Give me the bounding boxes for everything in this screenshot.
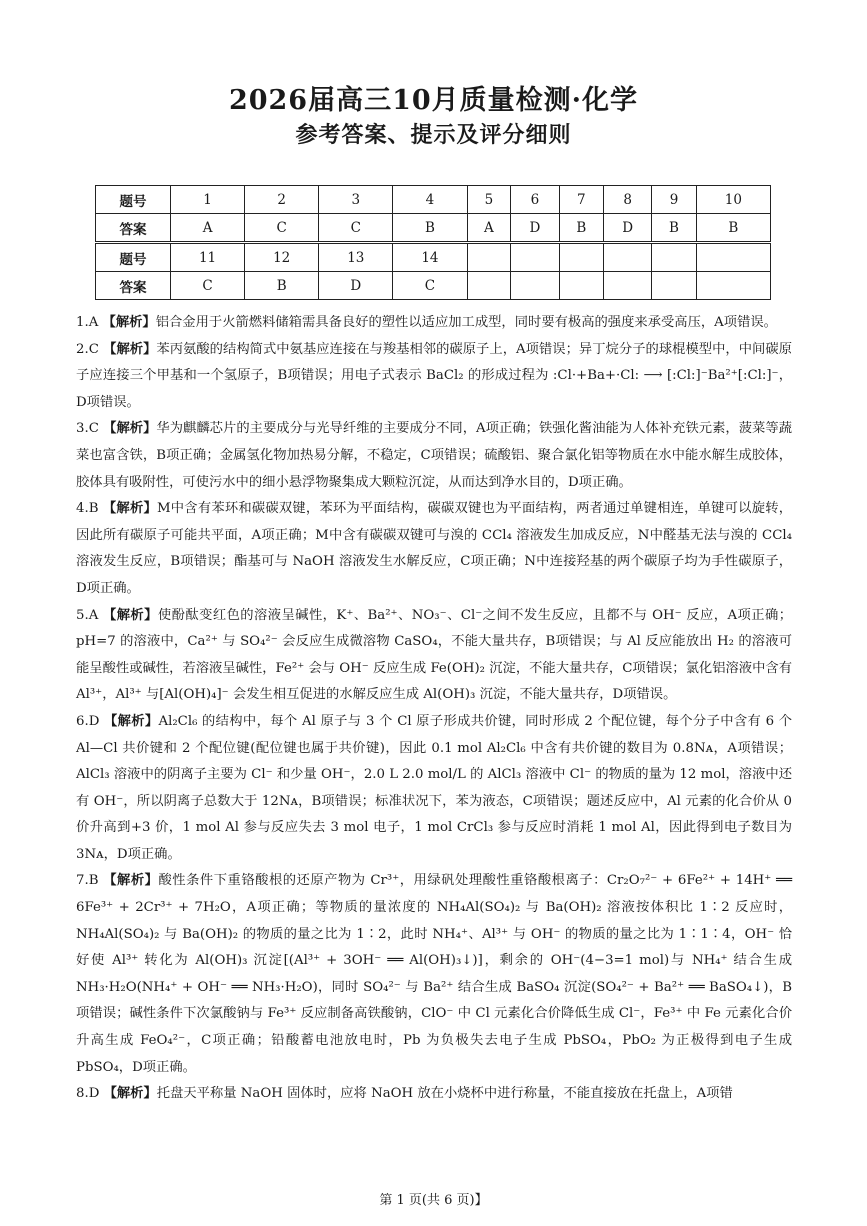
answer-cell: [559, 272, 604, 300]
page-title: 2026届高三10月质量检测·化学: [228, 85, 639, 116]
item-number: 6.: [76, 713, 89, 729]
question-number-cell: [604, 243, 652, 272]
item-text: M中含有苯环和碳碳双键，苯环为平面结构，碳碳双键也为平面结构，两者通过单键相连，单键可以旋转，因此所有碳原子可能共平面，A项正确；M中含有碳碳双键可与溴的 CCl₄ 溶液发生加成反应，N中醛基无法与溴的 CCl₄ 溶液发生反应，B项错误；酯基可与 NaOH 溶液发生水解反应，C项正确；N中连接羟基的两个碳原子均为手性碳原子，D项正确。: [76, 501, 793, 596]
item-answer: B: [88, 873, 99, 889]
answer-table-row: [96, 272, 771, 300]
question-number-cell: [467, 243, 511, 272]
item-number: 3.: [76, 421, 89, 437]
item-answer: C: [88, 421, 99, 437]
answer-cell: A: [171, 214, 245, 243]
answer-cell: C: [319, 214, 393, 243]
answer-cell: [652, 272, 697, 300]
item-text: 苯丙氨酸的结构简式中氨基应连接在与羧基相邻的碳原子上，A项错误；异丁烷分子的球棍模型中，中间碳原子应连接三个甲基和一个氢原子，B项错误；用电子式表示 BaCl₂ 的形成过程为 :Cl·+Ba+·Cl: ⟶ [:Cl:]⁻Ba²⁺[:Cl:]⁻，D项错误。: [76, 341, 792, 410]
explanations: [76, 310, 792, 1108]
item-answer: A: [88, 315, 99, 330]
row-label-number: 题号: [96, 186, 171, 214]
question-number-cell: 8: [604, 186, 652, 214]
answer-table: [95, 185, 771, 300]
answer-cell: A: [467, 214, 511, 243]
item-text: 使酚酞变红色的溶液呈碱性，K⁺、Ba²⁺、NO₃⁻、Cl⁻之间不发生反应，且都不与 OH⁻ 反应，A项正确；pH=7 的溶液中，Ca²⁺ 与 SO₄²⁻ 会反应生成微溶物 CaSO₄，不能大量共存，B项错误；与 Al 反应能放出 H₂ 的溶液可能呈酸性或碱性，若溶液呈碱性，Fe²⁺ 会与 OH⁻ 反应生成 Fe(OH)₂ 沉淀，不能大量共存，C项错误；氯化铝溶液中含有 Al³⁺，Al³⁺ 与[Al(OH)₄]⁻ 会发生相互促进的水解反应生成 Al(OH)₃ 沉淀，不能大量共存，D项错误。: [76, 607, 793, 703]
question-number-cell: 6: [511, 186, 559, 214]
answer-cell: C: [393, 272, 467, 300]
item-text: 华为麒麟芯片的主要成分与光导纤维的主要成分不同，A项正确；铁强化酱油能为人体补充铁元素，菠菜等蔬菜也富含铁，B项正确；金属氢化物加热易分解，不稳定，C项错误；硫酸铝、聚合氯化铝等物质在水中能水解生成胶体，胶体具有吸附性，可使污水中的细小悬浮物聚集成大颗粒沉淀，从而达到净水目的，D项正确。: [76, 421, 792, 490]
answer-table-row: [96, 214, 771, 243]
item-analysis-tag: 【解析】: [103, 1086, 157, 1102]
answer-cell: [604, 272, 652, 300]
item-text: Al₂Cl₆ 的结构中，每个 Al 原子与 3 个 Cl 原子形成共价键，同时形成 2 个配位键，每个分子中含有 6 个 Al—Cl 共价键和 2 个配位键(配位键也属于共价键)，因此 0.1 mol Al₂Cl₆ 中含有共价键的数目为 0.8Nᴀ，A项错误；AlCl₃ 溶液中的阴离子主要为 Cl⁻ 和少量 OH⁻，2.0 L 2.0 mol/L 的 AlCl₃ 溶液中 Cl⁻ 的物质的量为 12 mol，溶液中还有 OH⁻，所以阴离子总数大于 12Nᴀ，B项错误；标准状况下，苯为液态，C项错误；题述反应中，Al 元素的化合价从 0 价升高到+3 价，1 mol Al 参与反应失去 3 mol 电子，1 mol CrCl₃ 参与反应时消耗 1 mol Al，因此得到电子数目为 3Nᴀ，D项正确。: [76, 713, 792, 862]
question-number-cell: 2: [245, 186, 319, 214]
item-number: 7.: [76, 873, 89, 889]
answer-cell: D: [511, 214, 559, 243]
question-number-cell: [511, 243, 559, 272]
question-number-cell: 10: [696, 186, 770, 214]
item-number: 4.: [76, 501, 89, 517]
answer-cell: [696, 272, 770, 300]
question-number-cell: [652, 243, 697, 272]
explanation-item: [76, 1081, 792, 1108]
item-analysis-tag: 【解析】: [103, 873, 159, 889]
item-number: 8.: [76, 1086, 89, 1102]
question-number-cell: 1: [171, 186, 245, 214]
answer-table-row: [96, 243, 771, 272]
explanation-item: [76, 868, 792, 1081]
answer-cell: B: [559, 214, 604, 243]
row-label-answer: 答案: [96, 272, 171, 300]
answer-cell: D: [319, 272, 393, 300]
item-analysis-tag: 【解析】: [102, 607, 158, 623]
question-number-cell: 14: [393, 243, 467, 272]
item-analysis-tag: 【解析】: [103, 341, 157, 357]
item-number: 2.: [76, 341, 89, 357]
item-answer: C: [88, 341, 99, 357]
answer-cell: B: [652, 214, 697, 243]
answer-cell: B: [393, 214, 467, 243]
question-number-cell: 11: [171, 243, 245, 272]
row-label-answer: 答案: [96, 214, 171, 243]
item-analysis-tag: 【解析】: [103, 421, 157, 437]
item-answer: D: [88, 713, 100, 729]
question-number-cell: 12: [245, 243, 319, 272]
question-number-cell: 13: [319, 243, 393, 272]
answer-cell: [511, 272, 559, 300]
question-number-cell: 5: [467, 186, 511, 214]
item-analysis-tag: 【解析】: [103, 713, 159, 729]
row-label-number: 题号: [96, 243, 171, 272]
question-number-cell: [559, 243, 604, 272]
item-answer: B: [88, 501, 99, 517]
answer-table-row: [96, 186, 771, 214]
question-number-cell: 3: [319, 186, 393, 214]
explanation-item: [76, 337, 792, 417]
item-analysis-tag: 【解析】: [102, 315, 156, 330]
answer-cell: C: [171, 272, 245, 300]
item-answer: A: [88, 607, 99, 623]
item-text: 酸性条件下重铬酸根的还原产物为 Cr³⁺，用绿矾处理酸性重铬酸根离子：Cr₂O₇²⁻ + 6Fe²⁺ + 14H⁺ ══ 6Fe³⁺ + 2Cr³⁺ + 7H₂O，A项正确；等物质的量浓度的 NH₄Al(SO₄)₂ 与 Ba(OH)₂ 溶液按体积比 1∶2 反应时，NH₄Al(SO₄)₂ 与 Ba(OH)₂ 的物质的量之比为 1∶2，此时 NH₄⁺、Al³⁺ 与 OH⁻ 的物质的量之比为 1∶1∶4，OH⁻ 恰好使 Al³⁺ 转化为 Al(OH)₃ 沉淀[(Al³⁺ + 3OH⁻ ══ Al(OH)₃↓)]，剩余的 OH⁻(4−3=1 mol)与 NH₄⁺ 结合生成 NH₃·H₂O(NH₄⁺ + OH⁻ ══ NH₃·H₂O)，同时 SO₄²⁻ 与 Ba²⁺ 结合生成 BaSO₄ 沉淀(SO₄²⁻ + Ba²⁺ ══ BaSO₄↓)，B项错误；碱性条件下次氯酸钠与 Fe³⁺ 反应制备高铁酸钠，ClO⁻ 中 Cl 元素化合价降低生成 Cl⁻，Fe³⁺ 中 Fe 元素化合价升高生成 FeO₄²⁻，C项正确；铅酸蓄电池放电时，Pb 为负极失去电子生成 PbSO₄，PbO₂ 为正极得到电子生成 PbSO₄，D项正确。: [76, 873, 793, 1075]
explanation-item: [76, 709, 792, 869]
answer-cell: C: [245, 214, 319, 243]
page-footer: 第 1 页(共 6 页)】: [379, 1193, 488, 1208]
item-text: 托盘天平称量 NaOH 固体时，应将 NaOH 放在小烧杯中进行称量，不能直接放在托盘上，A项错: [156, 1086, 733, 1102]
question-number-cell: 7: [559, 186, 604, 214]
question-number-cell: 9: [652, 186, 697, 214]
item-answer: D: [88, 1086, 100, 1102]
page-subtitle: 参考答案、提示及评分细则: [295, 122, 572, 148]
item-number: 1.: [76, 315, 89, 330]
item-analysis-tag: 【解析】: [102, 501, 157, 517]
item-text: 铝合金用于火箭燃料储箱需具备良好的塑性以适应加工成型，同时要有极高的强度来承受高压，A项错误。: [155, 315, 777, 330]
question-number-cell: 4: [393, 186, 467, 214]
explanation-item: [76, 496, 792, 602]
answer-cell: B: [245, 272, 319, 300]
answer-cell: B: [696, 214, 770, 243]
explanation-item: [76, 310, 792, 337]
answer-cell: [467, 272, 511, 300]
explanation-item: [76, 416, 792, 496]
item-number: 5.: [76, 607, 89, 623]
question-number-cell: [696, 243, 770, 272]
explanation-item: [76, 603, 792, 709]
answer-cell: D: [604, 214, 652, 243]
